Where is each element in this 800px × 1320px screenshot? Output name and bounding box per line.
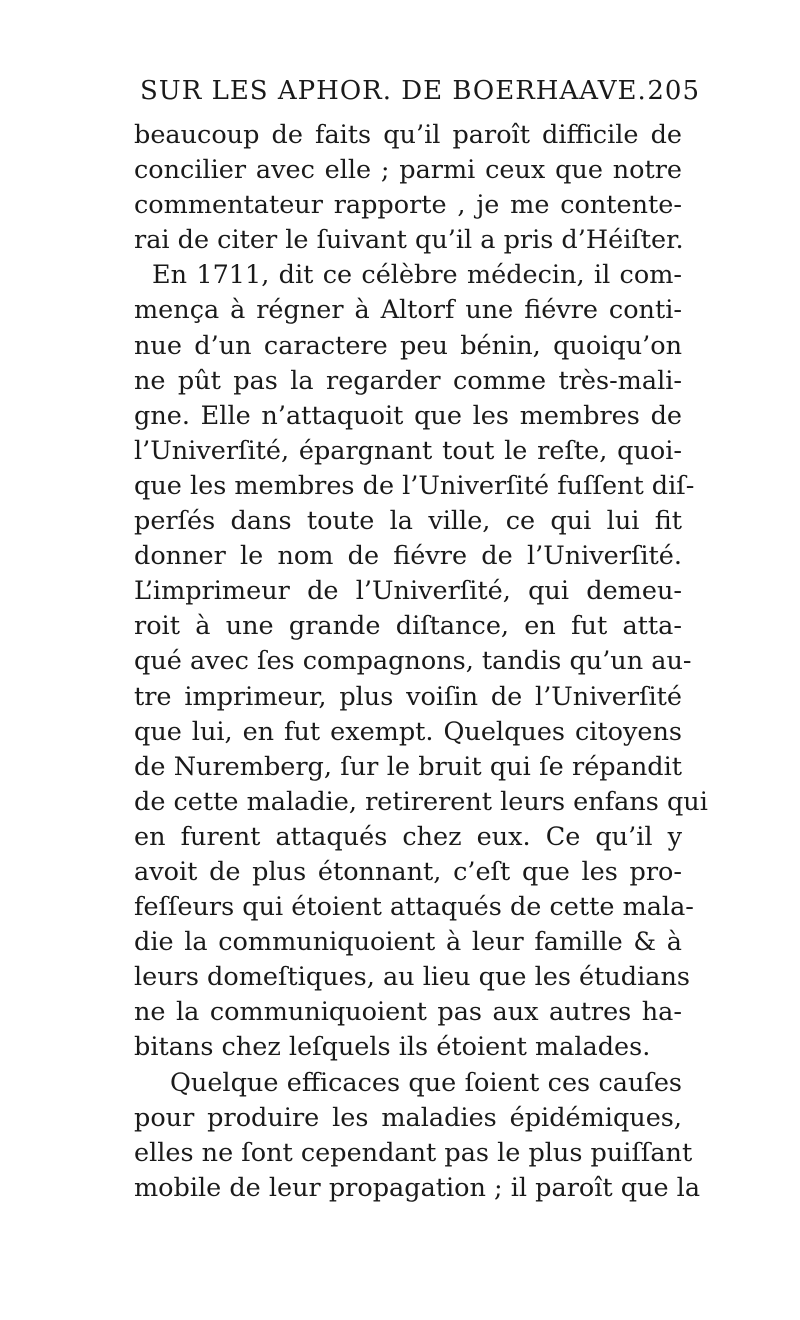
text-line: feſſeurs qui étoient attaqués de cette mala-	[134, 892, 694, 923]
text-line: Quelque efficaces que ſoient ces cauſes	[170, 1067, 682, 1098]
text-line: ne la communiquoient pas aux autres ha-	[134, 997, 682, 1028]
text-line: leurs domeſtiques, au lieu que les étudians	[134, 962, 690, 993]
text-line: de cette maladie, retirerent leurs enfans qui	[134, 786, 708, 817]
text-line: nue d’un caractere peu bénin, quoiqu’on	[134, 330, 682, 361]
running-head-title: SUR LES APHOR. DE BOERHAAVE.	[140, 76, 647, 106]
text-line: En 1711, dit ce célèbre médecin, il com-	[152, 260, 682, 291]
body-text	[134, 118, 708, 1206]
text-line: en furent attaqués chez eux. Ce qu’il y	[134, 821, 682, 852]
text-line: die la communiquoient à leur famille & à	[134, 927, 682, 958]
text-line: gne. Elle n’attaquoit que les membres de	[134, 400, 682, 431]
page-number: 205	[647, 76, 700, 106]
running-head	[140, 76, 700, 116]
text-line: tre imprimeur, plus voiſin de l’Univerſité	[134, 681, 682, 712]
text-line: que lui, en fut exempt. Quelques citoyens	[134, 716, 682, 747]
text-line: beaucoup de faits qu’il paroît difficile de	[134, 120, 682, 150]
text-line: perſés dans toute la ville, ce qui lui fit	[134, 506, 682, 537]
text-line: mobile de leur propagation ; il paroît que la	[134, 1172, 701, 1203]
text-line: roit à une grande diſtance, en fut atta-	[134, 611, 682, 642]
text-line: avoit de plus étonnant, c’eſt que les pro-	[134, 856, 682, 887]
text-line: elles ne ſont cependant pas le plus puiſſant	[134, 1137, 693, 1168]
text-line: rai de citer le ſuivant qu’il a pris d’Héiſter.	[134, 225, 684, 256]
text-line: L’imprimeur de l’Univerſité, qui demeu-	[134, 576, 682, 607]
text-line: ne pût pas la regarder comme très-mali-	[134, 365, 682, 396]
text-line: l’Univerſité, épargnant tout le reſte, quoi-	[134, 435, 682, 466]
text-line: commentateur rapporte , je me contente-	[134, 190, 682, 221]
text-line: mença à régner à Altorf une fiévre conti-	[134, 295, 682, 326]
text-line: donner le nom de fiévre de l’Univerſité.	[134, 541, 682, 572]
text-line: que les membres de l’Univerſité fuſſent diſ-	[134, 470, 695, 501]
text-line: de Nuremberg, ſur le bruit qui ſe répandit	[134, 751, 682, 782]
text-line: concilier avec elle ; parmi ceux que notre	[134, 155, 682, 186]
text-line: qué avec ſes compagnons, tandis qu’un au-	[134, 646, 692, 677]
text-line: pour produire les maladies épidémiques,	[134, 1102, 682, 1133]
text-line: bitans chez leſquels ils étoient malades.	[134, 1032, 651, 1063]
